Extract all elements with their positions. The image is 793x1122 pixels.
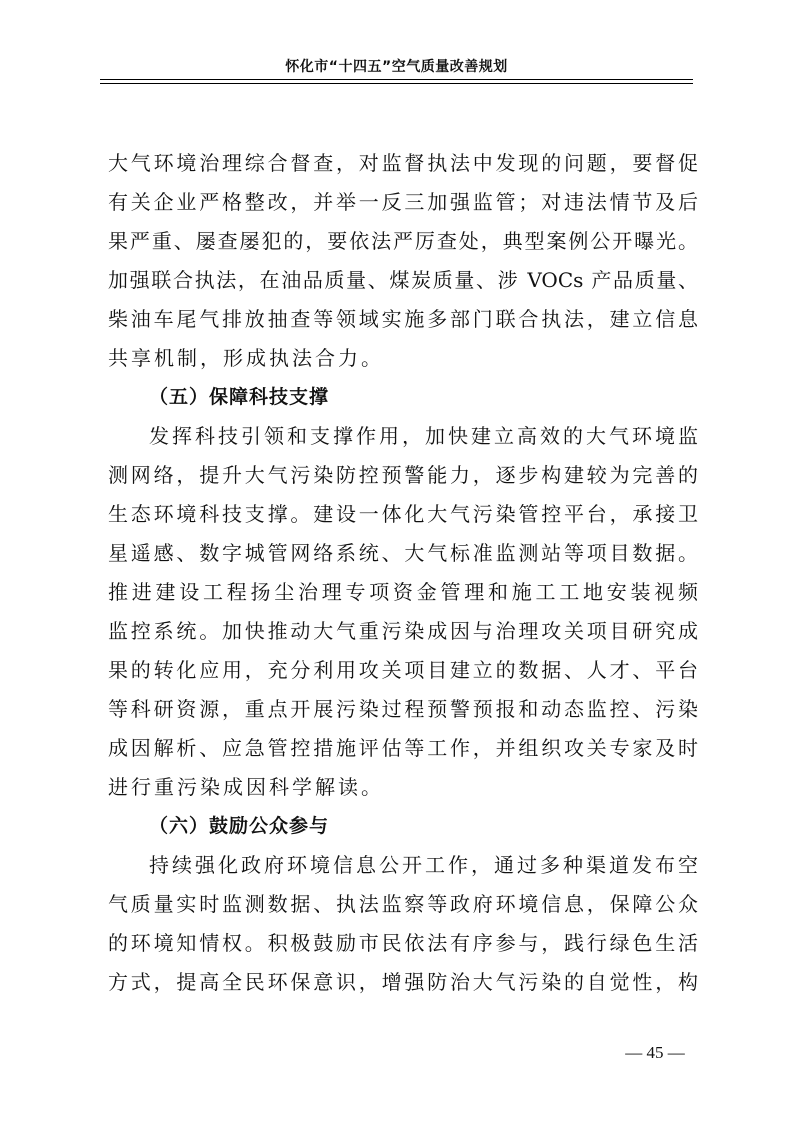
body-line: 方式，提高全民环保意识，增强防治大气污染的自觉性，构 <box>108 970 698 994</box>
page-number: — 45 — <box>625 1043 685 1062</box>
body-line: 生态环境科技支撑。建设一体化大气污染管控平台，承接卫 <box>108 502 698 526</box>
body-line: 发挥科技引领和支撑作用，加快建立高效的大气环境监 <box>149 424 698 448</box>
header-rule-bottom <box>100 83 693 84</box>
body-line: 监控系统。加快推动大气重污染成因与治理攻关项目研究成 <box>108 619 698 643</box>
body-line: 等科研资源，重点开展污染过程预警预报和动态监控、污染 <box>108 697 698 721</box>
body-line: 气质量实时监测数据、执法监察等政府环境信息，保障公众 <box>108 892 698 916</box>
body-line: 果的转化应用，充分利用攻关项目建立的数据、人才、平台 <box>108 658 698 682</box>
body-line: 推进建设工程扬尘治理专项资金管理和施工工地安装视频 <box>108 580 698 604</box>
body-line: 加强联合执法，在油品质量、煤炭质量、涉 VOCs 产品质量、 <box>108 268 698 292</box>
body-line: 果严重、屡查屡犯的，要依法严厉查处，典型案例公开曝光。 <box>108 229 698 253</box>
body-line: 成因解析、应急管控措施评估等工作，并组织攻关专家及时 <box>108 736 698 760</box>
document-body <box>108 144 698 1002</box>
body-line: 有关企业严格整改，并举一反三加强监管；对违法情节及后 <box>108 190 698 214</box>
body-line: 持续强化政府环境信息公开工作，通过多种渠道发布空 <box>149 853 698 877</box>
section-heading: （五）保障科技支撑 <box>149 386 330 408</box>
body-line: 星遥感、数字城管网络系统、大气标准监测站等项目数据。 <box>108 541 698 565</box>
section-heading: （六）鼓励公众参与 <box>149 815 330 837</box>
body-line: 的环境知情权。积极鼓励市民依法有序参与，践行绿色生活 <box>108 931 698 955</box>
header-rule-top <box>100 79 693 80</box>
body-line: 大气环境治理综合督查，对监督执法中发现的问题，要督促 <box>108 151 698 175</box>
body-line: 共享机制，形成执法合力。 <box>108 346 384 370</box>
running-header: 怀化市“十四五”空气质量改善规划 <box>285 59 508 75</box>
body-line: 进行重污染成因科学解读。 <box>108 775 384 799</box>
body-line: 测网络，提升大气污染防控预警能力，逐步构建较为完善的 <box>108 463 698 487</box>
body-line: 柴油车尾气排放抽查等领域实施多部门联合执法，建立信息 <box>108 307 698 331</box>
